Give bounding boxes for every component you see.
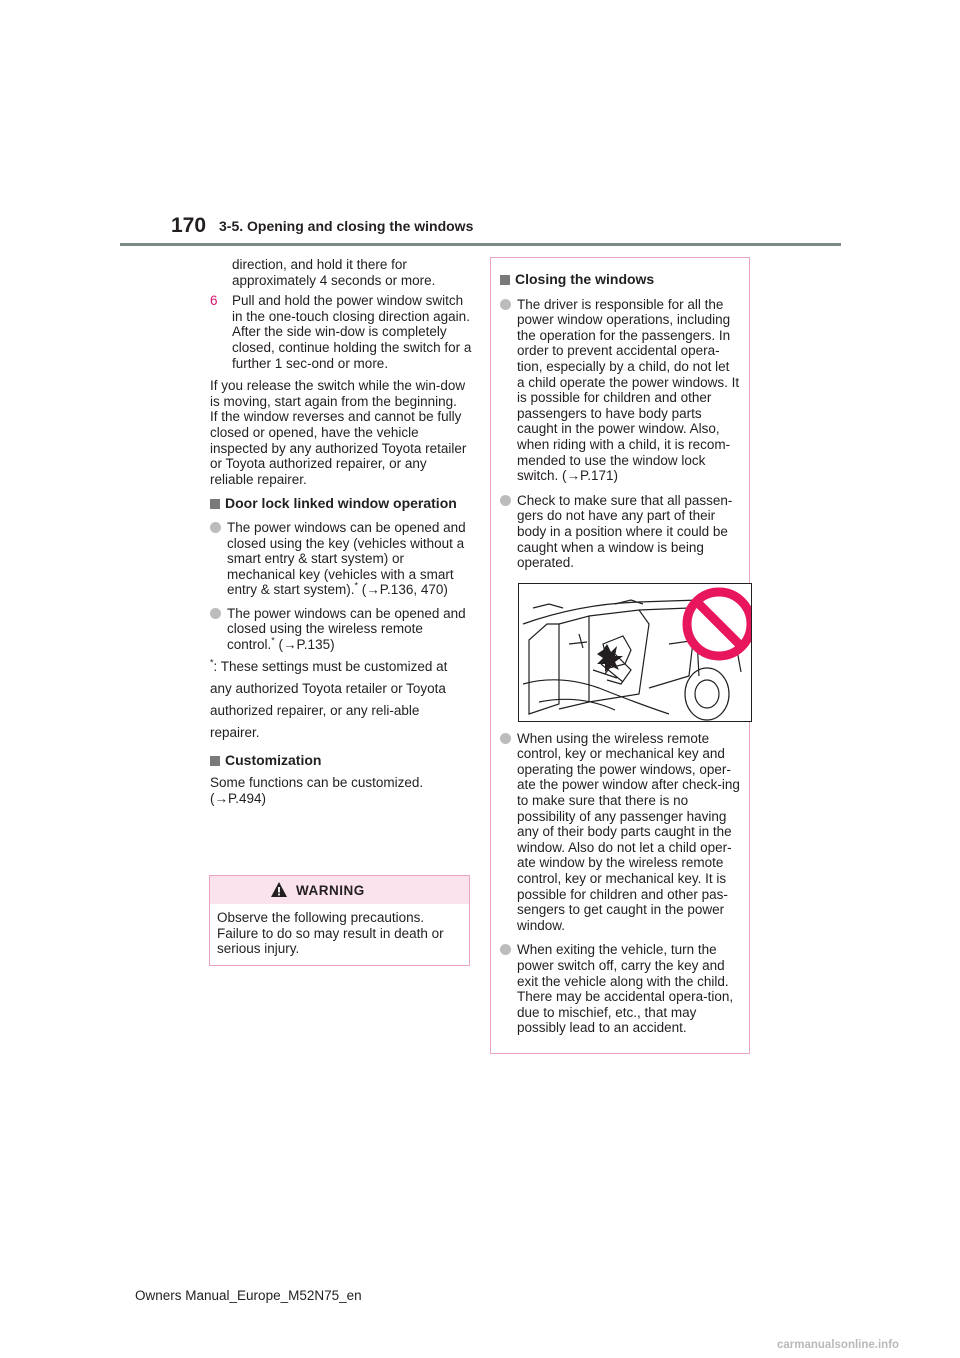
page-reference-link[interactable]: (→P.135)	[274, 637, 335, 653]
list-item	[500, 731, 740, 934]
circle-bullet-icon	[210, 522, 221, 533]
footnote	[210, 656, 472, 744]
left-column	[210, 257, 472, 806]
watermark: carmanualsonline.info	[777, 1339, 900, 1351]
bullet-text: The power windows can be opened and closed using the key (vehicles without a smart entry & start system) or mechanical key (vehicles with a smart entry & start system).	[227, 519, 466, 598]
step-6-text: Pull and hold the power window switch in the one-touch closing direction again. After the side win-dow is completely closed, continue holding the switch for a further 1 sec-ond or more.	[232, 293, 472, 371]
footnote-text: : These settings must be customized at any authorized Toyota retailer or Toyota authorized repairer, or any reli-able repairer.	[210, 658, 448, 740]
step-6	[210, 293, 472, 371]
circle-bullet-icon	[500, 495, 511, 506]
bullet-text: The power windows can be opened and closed using the wireless remote control.	[227, 605, 466, 653]
car-interior-image	[519, 584, 751, 721]
warning-triangle-icon	[270, 881, 288, 898]
bullet-text: When using the wireless remote control, key or mechanical key and operating the power windows, oper-ate the power window after check-ing to make sure that there is no possibility of any passenger having any of their body parts caught in the window. Also do not let a child oper-ate window by the wireless remote control, key or mechanical key. It is possible for children and other pas-sengers to get caught in the power window.	[517, 730, 740, 933]
warning-header	[210, 876, 469, 904]
page-header	[0, 0, 960, 250]
step-number: 6	[210, 293, 218, 309]
list-item	[500, 297, 740, 484]
release-paragraph: If you release the switch while the win-dow is moving, start again from the beginning.	[210, 378, 466, 409]
step-continuation: direction, and hold it there for approximately 4 seconds or more.	[232, 257, 436, 288]
closing-windows-heading-text: Closing the windows	[515, 271, 655, 287]
circle-bullet-icon	[500, 733, 511, 744]
bullet-text: Check to make sure that all passen-gers do not have any part of their body in a position where it could be caught when a window is being operated.	[517, 492, 733, 571]
page-number: 170	[171, 214, 207, 237]
asterisk: *	[271, 635, 275, 646]
circle-bullet-icon	[500, 299, 511, 310]
customization-text: Some functions can be customized. (→P.494)	[210, 775, 424, 806]
circle-bullet-icon	[210, 608, 221, 619]
list-item	[210, 520, 472, 598]
circle-bullet-icon	[500, 944, 511, 955]
footnote-mark: *	[210, 657, 214, 668]
page-reference-link[interactable]: (→P.136, 470)	[358, 582, 448, 598]
list-item	[500, 942, 740, 1036]
warning-title: WARNING	[296, 883, 365, 898]
asterisk: *	[354, 580, 359, 591]
footer-manual-name: Owners Manual_Europe_M52N75_en	[135, 1288, 362, 1303]
list-item	[210, 606, 472, 653]
door-lock-heading-text: Door lock linked window operation	[225, 495, 457, 512]
square-bullet-icon	[210, 756, 220, 766]
square-bullet-icon	[210, 499, 220, 509]
section-title: 3-5. Opening and closing the windows	[219, 218, 474, 234]
customization-heading	[210, 753, 472, 769]
list-item	[500, 493, 740, 571]
bullet-text: When exiting the vehicle, turn the power switch off, carry the key and exit the vehicle along with the child. There may be accidental opera-tion, due to mischief, etc., that may possibly lead to an accident.	[517, 942, 734, 1036]
door-lock-heading	[210, 496, 472, 512]
bullet-text: The driver is responsible for all the power window operations, including the operation for the passengers. In order to prevent accidental opera-tion, especially by a child, do not let a child operate the power windows. It is possible for children and other passengers to have body parts caught in the power window. Also, when riding with a child, it is recom-mended to use the window lock switch. (→P.171)	[517, 296, 740, 484]
customization-heading-text: Customization	[225, 751, 322, 768]
warning-box	[209, 875, 470, 966]
square-bullet-icon	[500, 275, 510, 285]
warning-text: Observe the following precautions. Failure to do so may result in death or serious injury.	[217, 910, 444, 957]
window-pinch-illustration	[518, 583, 752, 722]
right-warning-column	[490, 257, 750, 1054]
closing-windows-heading	[500, 272, 740, 288]
prohibition-icon	[687, 592, 751, 656]
reverse-paragraph: If the window reverses and cannot be fully closed or opened, have the vehicle inspected by any authorized Toyota retailer or Toyota authorized repairer, or any reliable repairer.	[210, 409, 467, 487]
header-divider	[120, 243, 841, 246]
